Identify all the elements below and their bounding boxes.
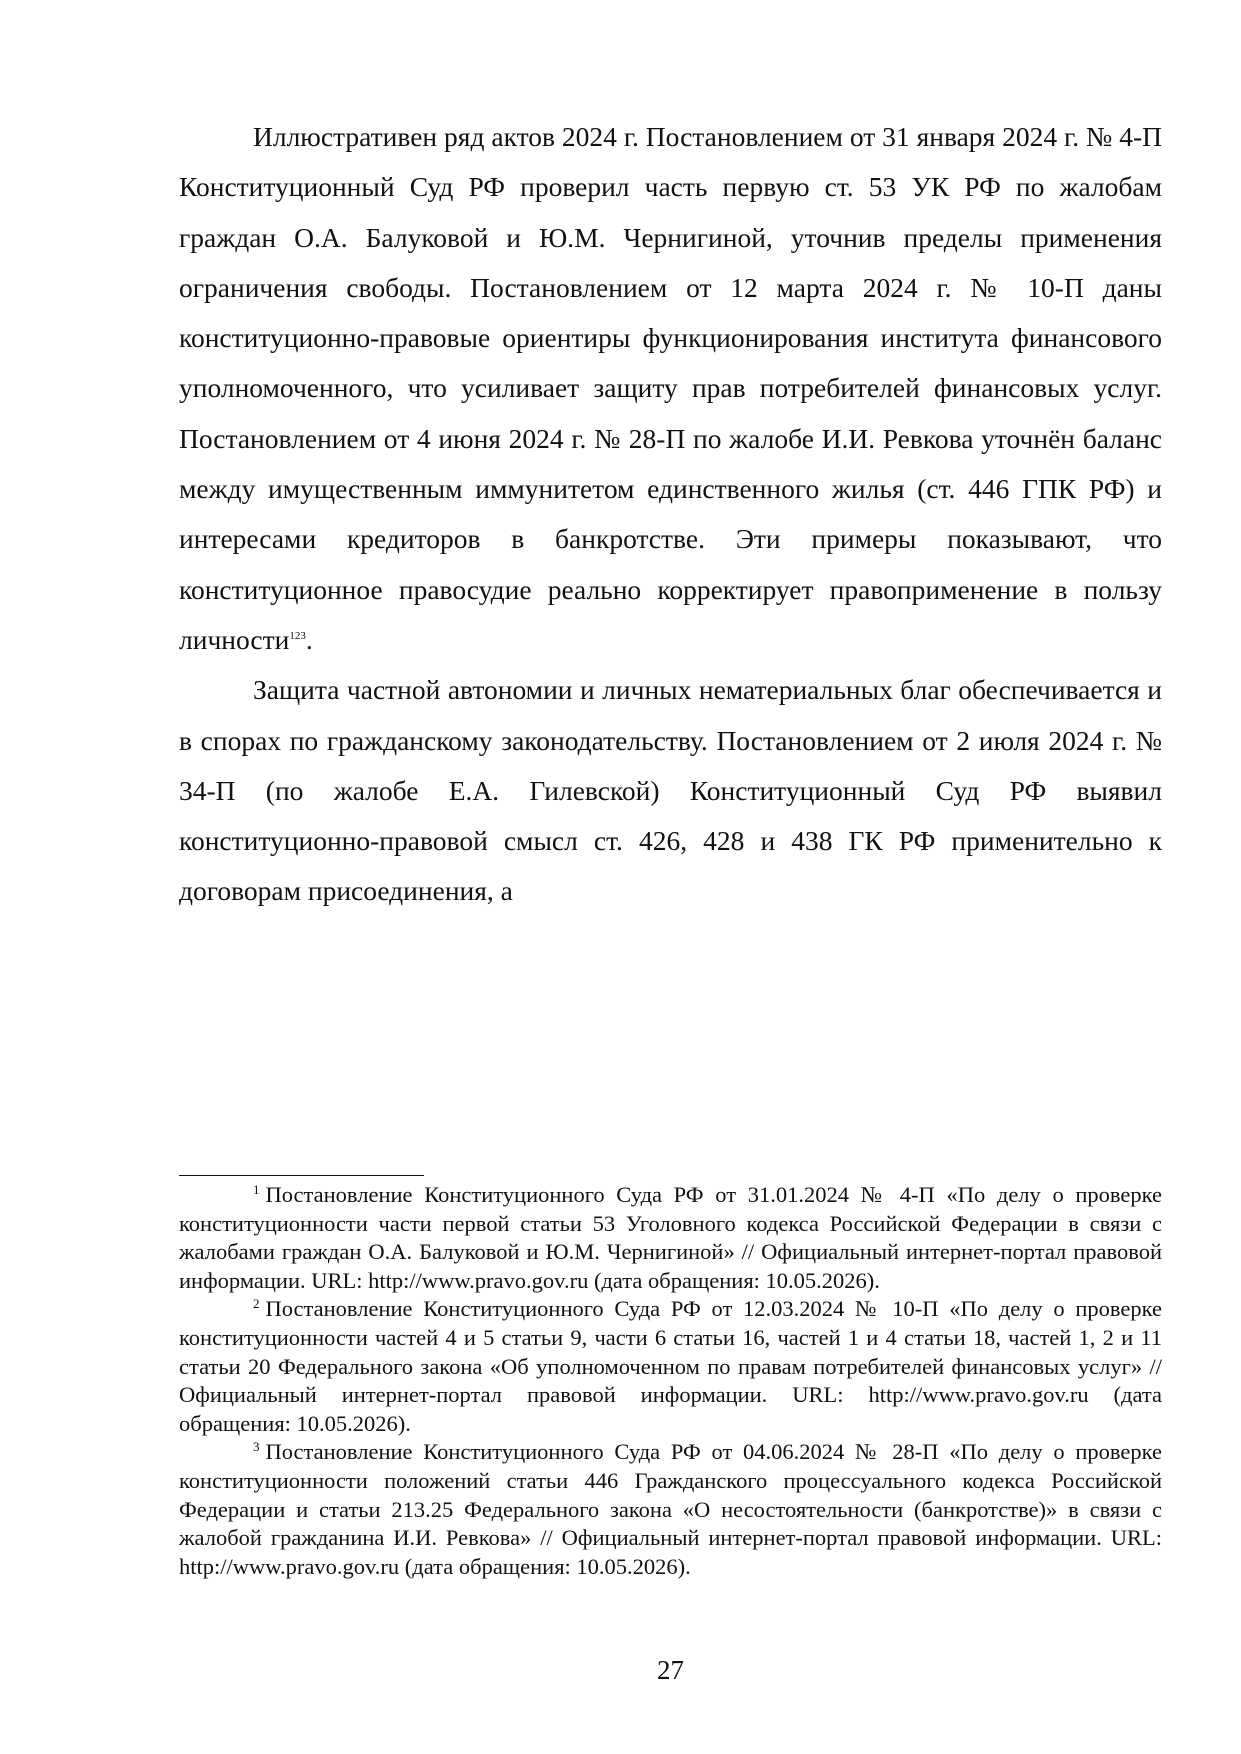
footnote-2-mark: 2 (253, 1295, 260, 1311)
footnotes (179, 1181, 1162, 1581)
body-paragraph-1 (179, 112, 1162, 665)
footnote-3-text: Постановление Конституционного Суда РФ от 04.06.2024 № 28-П «По делу о проверке конституционности положений статьи 446 Гражданского процессуального кодекса Российской Федерации и статьи 213.25 Федерального закона «О несостоятельности (банкротстве)» в связи с жалобой гражданина И.И. Ревкова» // Официальный интернет-портал правовой информации. URL: http://www.pravo.gov.ru (дата обращения: 10.05.2026). (179, 1439, 1162, 1579)
footnote-3 (179, 1438, 1162, 1581)
footnote-separator (179, 1175, 424, 1176)
footnote-2 (179, 1295, 1162, 1438)
footnote-1 (179, 1181, 1162, 1295)
main-text (179, 112, 1162, 917)
paragraph-2-text: Защита частной автономии и личных нематериальных благ обеспечивается и в спорах по гражданскому законодательству. Постановлением от 2 июля 2024 г. № 34-П (по жалобе Е.А. Гилевской) Конституционный Суд РФ выявил конституционно-правовой смысл ст. 426, 428 и 438 ГК РФ применительно к договорам присоединения, а (179, 674, 1162, 907)
footnote-1-mark: 1 (253, 1181, 260, 1197)
footnote-reference: 123 (289, 629, 306, 642)
footnote-2-text: Постановление Конституционного Суда РФ от 12.03.2024 № 10-П «По делу о проверке конституционности частей 4 и 5 статьи 9, части 6 статьи 16, частей 1 и 4 статьи 18, частей 1, 2 и 11 статьи 20 Федерального закона «Об уполномоченном по правам потребителей финансовых услуг» // Официальный интернет-портал правовой информации. URL: http://www.pravo.gov.ru (дата обращения: 10.05.2026). (179, 1296, 1162, 1436)
paragraph-1-tail: . (305, 623, 313, 655)
paragraph-1-text: Иллюстративен ряд актов 2024 г. Постановлением от 31 января 2024 г. № 4-П Конституционный Суд РФ проверил часть первую ст. 53 УК РФ по жалобам граждан О.А. Балуковой и Ю.М. Чернигиной, уточнив пределы применения ограничения свободы. Постановлением от 12 марта 2024 г. № 10-П даны конституционно-правовые ориентиры функционирования института финансового уполномоченного, что усиливает защиту прав потребителей финансовых услуг. Постановлением от 4 июня 2024 г. № 28-П по жалобе И.И. Ревкова уточнён баланс между имущественным иммунитетом единственного жилья (ст. 446 ГПК РФ) и интересами кредиторов в банкротстве. Эти примеры показывают, что конституционное правосудие реально корректирует правоприменение в пользу личности (179, 121, 1162, 655)
footnote-1-text: Постановление Конституционного Суда РФ от 31.01.2024 № 4-П «По делу о проверке конституционности части первой статьи 53 Уголовного кодекса Российской Федерации в связи с жалобами граждан О.А. Балуковой и Ю.М. Чернигиной» // Официальный интернет-портал правовой информации. URL: http://www.pravo.gov.ru (дата обращения: 10.05.2026). (179, 1182, 1162, 1293)
page-number: 27 (657, 1655, 684, 1685)
footnote-3-mark: 3 (253, 1438, 260, 1454)
body-paragraph-2 (179, 665, 1162, 916)
